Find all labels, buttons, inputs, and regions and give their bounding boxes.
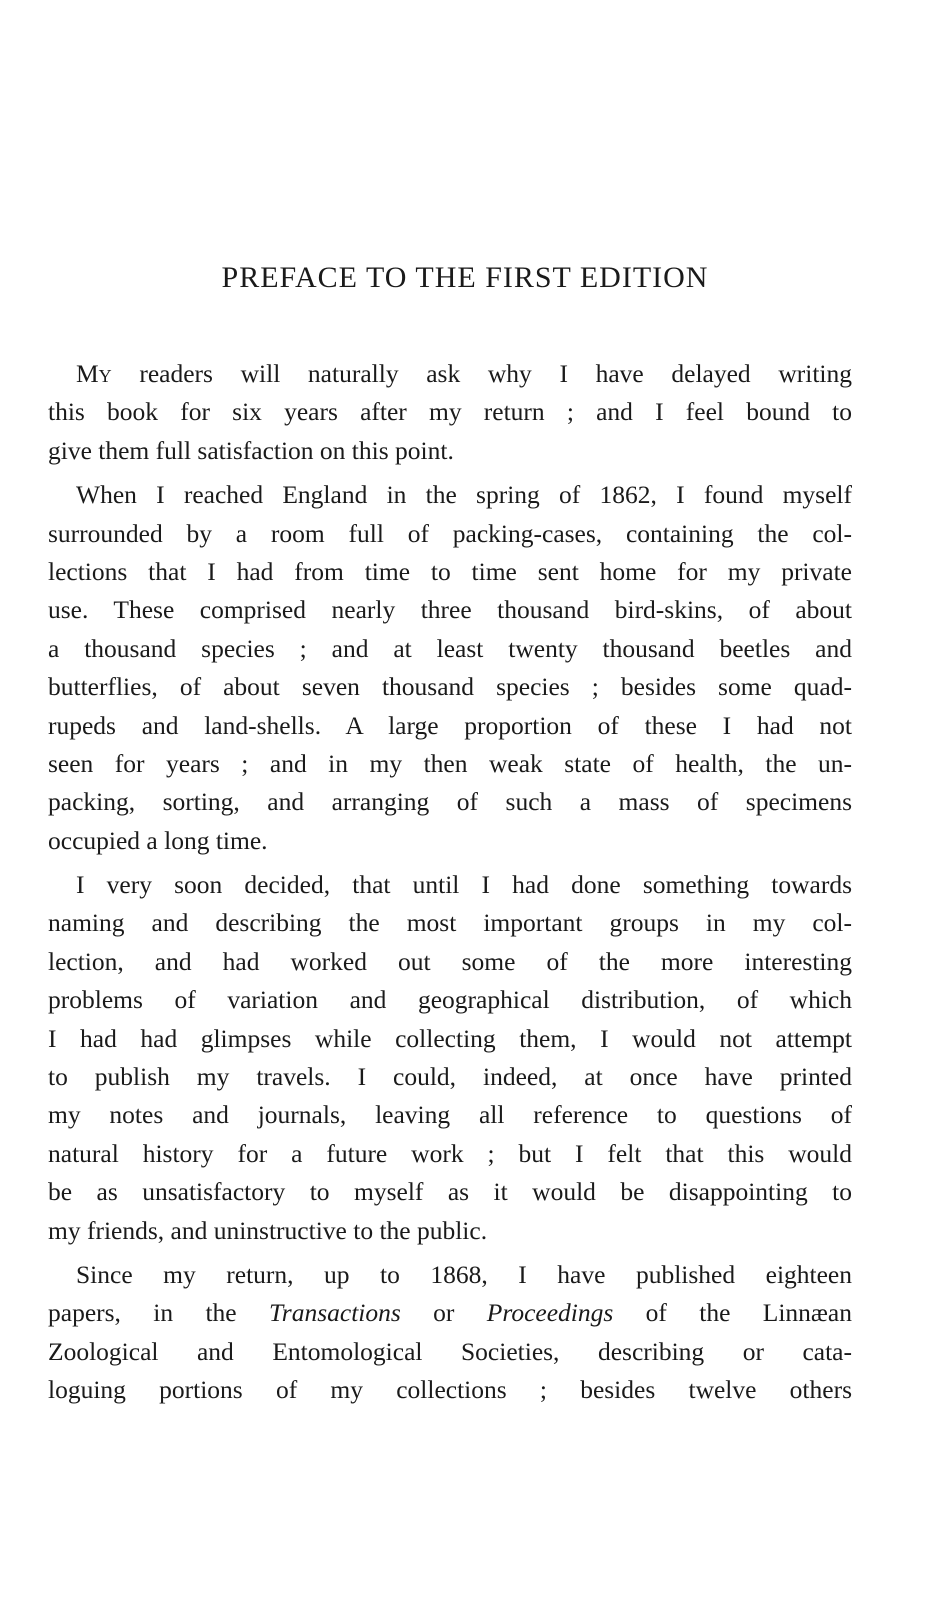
paragraph-2 [48, 476, 852, 860]
paragraph-4 [48, 1256, 852, 1410]
text-line: use. These comprised nearly three thousand bird-skins, of about [48, 595, 852, 625]
text-line: When I reached England in the spring of 1862, I found myself [76, 480, 852, 510]
text-line: packing, sorting, and arranging of such a mass of specimens [48, 787, 852, 817]
text-line: butterflies, of about seven thousand species ; besides some quad- [48, 672, 852, 702]
text-run: of the Linnæan [613, 1298, 853, 1328]
text-line: naming and describing the most important groups in my col- [48, 908, 852, 938]
journal-title: Proceedings [486, 1298, 614, 1328]
text-run: papers, in the [48, 1298, 269, 1328]
text-line: lections that I had from time to time sent home for my private [48, 556, 852, 586]
text-line: lection, and had worked out some of the more interesting [48, 946, 852, 976]
text-line: I had had glimpses while collecting them, I would not attempt [48, 1023, 852, 1053]
text-line: Zoological and Entomological Societies, describing or cata- [48, 1336, 852, 1366]
text-line: rupeds and land-shells. A large proportion of these I had not [48, 710, 852, 740]
text-line [48, 1294, 852, 1332]
text-line: give them full satisfaction on this point. [48, 435, 454, 465]
text-line: Since my return, up to 1868, I have published eighteen [76, 1259, 852, 1289]
preface-body [48, 355, 852, 1412]
drop-word: My [76, 359, 112, 388]
text-line: natural history for a future work ; but I felt that this would [48, 1138, 852, 1168]
text-line: a thousand species ; and at least twenty thousand beetles and [48, 633, 852, 663]
text-line: I very soon decided, that until I had done something towards [76, 870, 852, 900]
text-line: this book for six years after my return ; and I feel bound to [48, 397, 852, 427]
page-title: PREFACE TO THE FIRST EDITION [221, 261, 709, 294]
text-line: problems of variation and geographical distribution, of which [48, 985, 852, 1015]
text-run: or [400, 1298, 487, 1328]
text-line: surrounded by a room full of packing-cases, containing the col- [48, 518, 852, 548]
text-line: my notes and journals, leaving all reference to questions of [48, 1100, 852, 1130]
text-line: loguing portions of my collections ; besides twelve others [48, 1375, 852, 1405]
text-run: readers will naturally ask why I have delayed writing [111, 359, 852, 388]
journal-title: Transactions [269, 1298, 401, 1328]
text-line: occupied a long time. [48, 825, 268, 855]
paragraph-1 [48, 355, 852, 470]
text-line: to publish my travels. I could, indeed, at once have printed [48, 1062, 852, 1092]
paragraph-3 [48, 866, 852, 1250]
text-line: be as unsatisfactory to myself as it would be disappointing to [48, 1177, 852, 1207]
text-line: seen for years ; and in my then weak state of health, the un- [48, 748, 852, 778]
text-line [48, 355, 852, 393]
text-line: my friends, and uninstructive to the public. [48, 1215, 488, 1245]
